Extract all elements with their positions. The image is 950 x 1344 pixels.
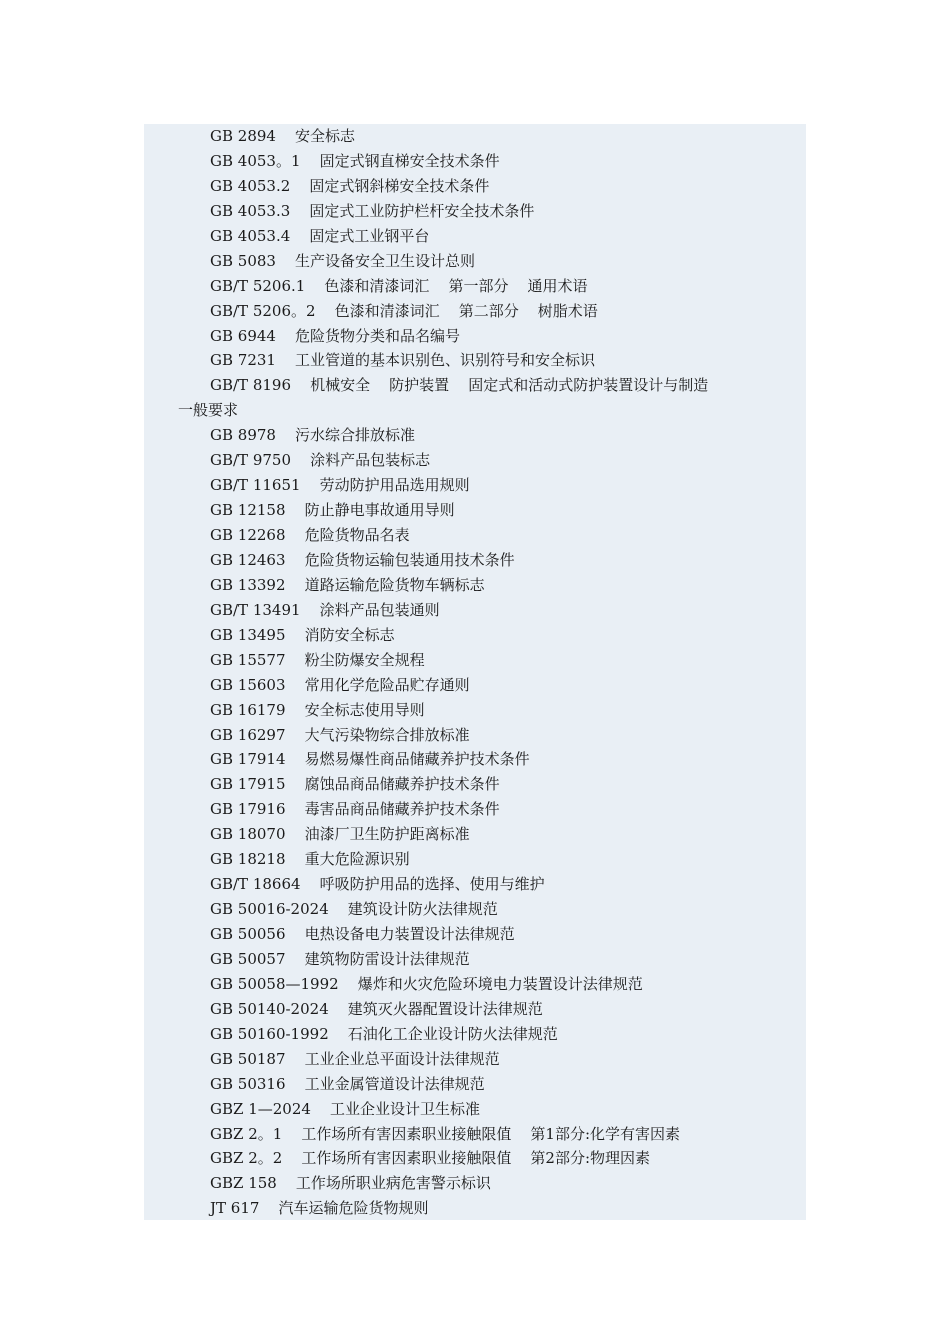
- standard-text: GB 15603 常用化学危险品贮存通则: [210, 675, 470, 694]
- standard-entry: [0, 997, 950, 1022]
- standard-entry: [0, 573, 950, 598]
- standard-text: GB 50187 工业企业总平面设计法律规范: [210, 1049, 500, 1068]
- standard-text: GB 5083 生产设备安全卫生设计总则: [210, 251, 476, 270]
- standard-entry: [0, 723, 950, 748]
- standard-entry: [0, 897, 950, 922]
- standard-text: GB 13495 消防安全标志: [210, 625, 395, 644]
- standard-entry: [0, 1047, 950, 1072]
- standard-entry: [0, 324, 950, 349]
- standard-entry: [0, 673, 950, 698]
- standard-entry: [0, 1097, 950, 1122]
- standard-text: GBZ 2。1 工作场所有害因素职业接触限值 第1部分:化学有害因素: [210, 1124, 681, 1143]
- standard-entry: [0, 299, 950, 324]
- standard-text: GB 50160-1992 石油化工企业设计防火法律规范: [210, 1024, 558, 1043]
- standard-entry: [0, 648, 950, 673]
- standard-entry: [0, 1171, 950, 1196]
- standard-text: GB 6944 危险货物分类和品名编号: [210, 326, 461, 345]
- standard-text: GB/T 5206.1 色漆和清漆词汇 第一部分 通用术语: [210, 276, 588, 295]
- standard-entry: [0, 423, 950, 448]
- standard-entry: [0, 473, 950, 498]
- standards-list: [0, 124, 950, 1221]
- standard-text: GB 12158 防止静电事故通用导则: [210, 501, 455, 520]
- standard-text: GB 4053.4 固定式工业钢平台: [210, 226, 430, 245]
- standard-entry: [0, 249, 950, 274]
- standard-entry: [0, 1146, 950, 1171]
- standard-entry: [0, 847, 950, 872]
- standard-text: GB 50058—1992 爆炸和火灾危险环境电力装置设计法律规范: [210, 974, 643, 993]
- standard-text: GB/T 18664 呼吸防护用品的选择、使用与维护: [210, 875, 545, 894]
- standard-entry: [0, 623, 950, 648]
- standard-text: GB 4053。1 固定式钢直梯安全技术条件: [210, 151, 500, 170]
- standard-entry: [0, 1022, 950, 1047]
- standard-entry: [0, 1122, 950, 1147]
- standard-entry: [0, 822, 950, 847]
- standard-entry: [0, 448, 950, 473]
- standard-entry: [0, 274, 950, 299]
- standard-entry: [0, 797, 950, 822]
- standard-text: GBZ 1—2024 工业企业设计卫生标准: [210, 1099, 480, 1118]
- standard-text: GB 12463 危险货物运输包装通用技术条件: [210, 550, 515, 569]
- standard-entry: [0, 498, 950, 523]
- standard-entry: [0, 772, 950, 797]
- standard-entry: [0, 149, 950, 174]
- standard-entry-continuation: [0, 398, 950, 423]
- standard-text: GB/T 13491 涂料产品包装通则: [210, 600, 440, 619]
- standard-text: GB 18218 重大危险源识别: [210, 850, 410, 869]
- standard-text: GB 15577 粉尘防爆安全规程: [210, 650, 425, 669]
- standard-continuation-text: 一般要求: [178, 401, 239, 420]
- standard-text: GB 17915 腐蚀品商品储藏养护技术条件: [210, 775, 500, 794]
- standard-entry: [0, 224, 950, 249]
- standard-entry: [0, 1072, 950, 1097]
- standard-entry: [0, 174, 950, 199]
- standard-entry: [0, 947, 950, 972]
- standard-text: GB/T 11651 劳动防护用品选用规则: [210, 476, 470, 495]
- standard-text: GB 50140-2024 建筑灭火器配置设计法律规范: [210, 999, 543, 1018]
- standard-entry: [0, 922, 950, 947]
- standard-entry: [0, 698, 950, 723]
- standard-entry: [0, 972, 950, 997]
- standard-text: GB 50316 工业金属管道设计法律规范: [210, 1074, 485, 1093]
- standard-text: GB 2894 安全标志: [210, 127, 356, 145]
- standard-text: GB/T 9750 涂料产品包装标志: [210, 451, 431, 470]
- standard-text: GBZ 2。2 工作场所有害因素职业接触限值 第2部分:物理因素: [210, 1149, 651, 1168]
- standard-entry: [0, 124, 950, 149]
- standard-text: GB/T 8196 机械安全 防护装置 固定式和活动式防护装置设计与制造: [210, 376, 709, 395]
- standard-text: GB 17916 毒害品商品储藏养护技术条件: [210, 800, 500, 819]
- standard-text: GB 16297 大气污染物综合排放标准: [210, 725, 470, 744]
- standard-text: JT 617 汽车运输危险货物规则: [210, 1199, 429, 1218]
- standard-text: GB 16179 安全标志使用导则: [210, 700, 425, 719]
- standard-text: GB 13392 道路运输危险货物车辆标志: [210, 575, 485, 594]
- standard-text: GB/T 5206。2 色漆和清漆词汇 第二部分 树脂术语: [210, 301, 598, 320]
- standard-text: GB 17914 易燃易爆性商品储藏养护技术条件: [210, 750, 530, 769]
- standard-text: GB 7231 工业管道的基本识别色、识别符号和安全标识: [210, 351, 596, 370]
- standard-entry: [0, 598, 950, 623]
- standard-entry: [0, 199, 950, 224]
- standard-entry: [0, 747, 950, 772]
- standard-entry: [0, 373, 950, 398]
- standard-text: GBZ 158 工作场所职业病危害警示标识: [210, 1174, 491, 1193]
- standard-entry: [0, 548, 950, 573]
- standard-entry: [0, 348, 950, 373]
- standard-text: GB 8978 污水综合排放标准: [210, 426, 416, 445]
- standard-text: GB 18070 油漆厂卫生防护距离标准: [210, 825, 470, 844]
- standard-entry: [0, 523, 950, 548]
- standard-text: GB 4053.3 固定式工业防护栏杆安全技术条件: [210, 201, 535, 220]
- standard-text: GB 12268 危险货物品名表: [210, 526, 410, 544]
- standard-entry: [0, 1196, 950, 1221]
- standard-entry: [0, 872, 950, 897]
- standard-text: GB 50056 电热设备电力装置设计法律规范: [210, 925, 515, 943]
- standard-text: GB 4053.2 固定式钢斜梯安全技术条件: [210, 176, 490, 195]
- standard-text: GB 50057 建筑物防雷设计法律规范: [210, 949, 470, 968]
- standard-text: GB 50016-2024 建筑设计防火法律规范: [210, 900, 498, 919]
